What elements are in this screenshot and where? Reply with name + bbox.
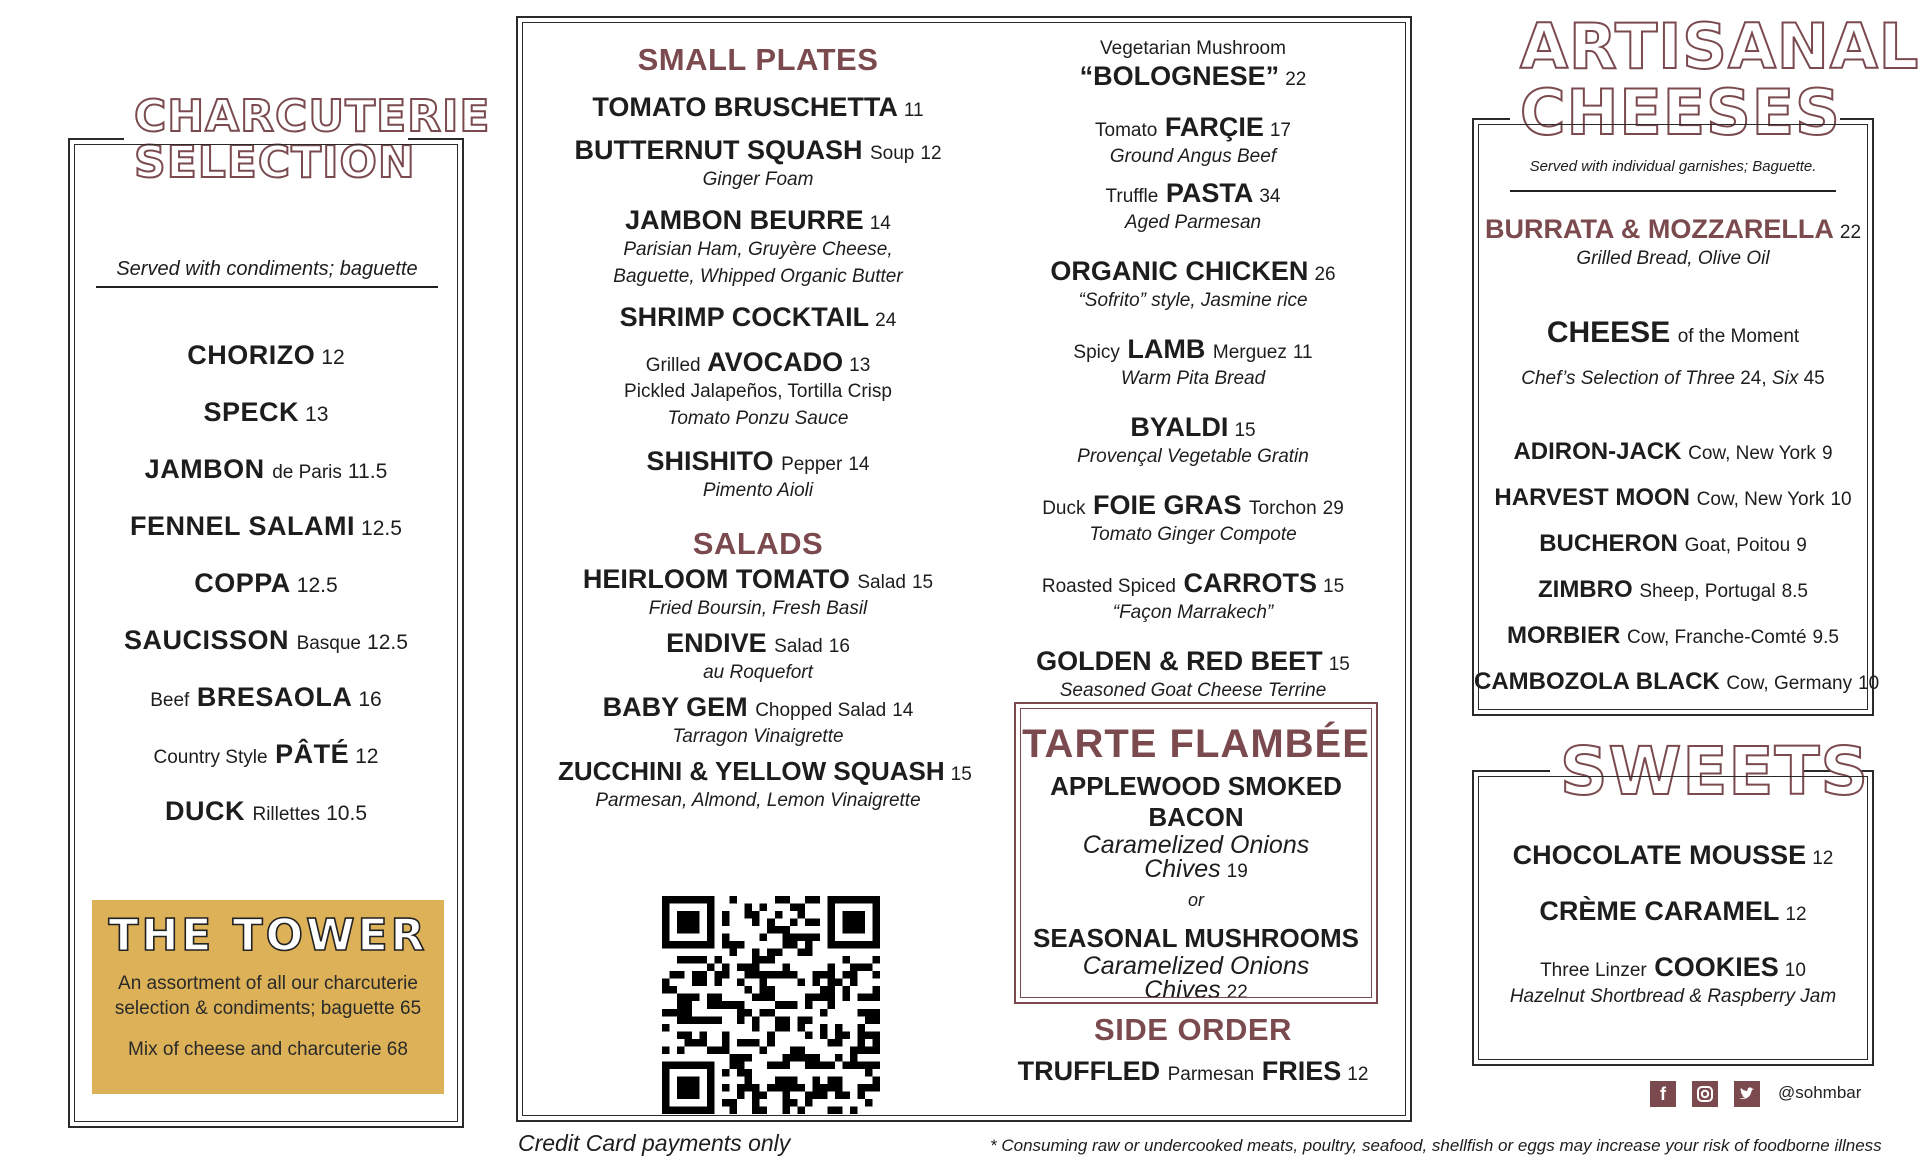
item-price: 12.5 bbox=[367, 631, 408, 654]
item-price: 22 bbox=[1285, 69, 1307, 90]
cheese-list bbox=[1474, 438, 1880, 714]
item-price: 9.5 bbox=[1812, 627, 1839, 648]
menu-item bbox=[558, 446, 958, 504]
list-item bbox=[1474, 840, 1872, 896]
item-prefix: Truffle bbox=[1105, 186, 1159, 207]
item-name: HEIRLOOM TOMATO bbox=[582, 564, 850, 594]
item-price: 15 bbox=[1234, 420, 1256, 441]
side-order-heading: SIDE ORDER bbox=[1094, 1012, 1292, 1047]
menu-item bbox=[558, 302, 958, 333]
item-price: 16 bbox=[358, 688, 382, 711]
item-price: 13 bbox=[305, 403, 329, 426]
list-item bbox=[70, 796, 462, 853]
list-item bbox=[1474, 484, 1872, 530]
tarte-option-desc-2 bbox=[1016, 857, 1376, 884]
item-suffix: Pepper bbox=[781, 454, 843, 475]
tarte-option-desc: Caramelized Onions bbox=[1082, 952, 1310, 980]
item-name: FARÇIE bbox=[1164, 112, 1264, 142]
item-description: Provençal Vegetable Gratin bbox=[1077, 446, 1309, 467]
item-suffix: de Paris bbox=[272, 462, 342, 483]
item-price: 15 bbox=[1328, 654, 1350, 675]
item-description: Tomato Ginger Compote bbox=[1089, 524, 1297, 545]
mains-column bbox=[988, 30, 1398, 704]
menu-item bbox=[558, 628, 958, 686]
item-name: LAMB bbox=[1127, 334, 1206, 364]
item-origin: Goat, Poitou bbox=[1684, 535, 1791, 556]
cheeses-title bbox=[1510, 10, 1920, 149]
facebook-icon[interactable]: f bbox=[1650, 1081, 1676, 1107]
charcuterie-list bbox=[70, 340, 462, 853]
item-prefix: Spicy bbox=[1073, 342, 1120, 363]
charcuterie-subtitle: Served with condiments; baguette bbox=[116, 258, 418, 280]
desc-price: 45 bbox=[1803, 368, 1825, 389]
side-order bbox=[988, 1012, 1398, 1087]
item-name: AVOCADO bbox=[707, 347, 844, 377]
item-name: CRÈME CARAMEL bbox=[1539, 896, 1780, 926]
list-item bbox=[1474, 952, 1872, 1010]
item-price: 16 bbox=[828, 636, 850, 657]
cheese-of-moment bbox=[1474, 316, 1872, 350]
item-origin: Cow, Germany bbox=[1726, 673, 1853, 694]
item-price: 10 bbox=[1830, 489, 1852, 510]
tarte-heading: TARTE FLAMBÉE bbox=[1022, 722, 1370, 766]
item-prefix: Grilled bbox=[645, 355, 701, 376]
item-price: 13 bbox=[849, 355, 871, 376]
item-description: Ground Angus Beef bbox=[1109, 146, 1277, 167]
item-prefix: Vegetarian Mushroom bbox=[1100, 38, 1286, 59]
list-item bbox=[1474, 622, 1872, 668]
item-origin: Cow, New York bbox=[1688, 443, 1816, 464]
item-name: JAMBON BEURRE bbox=[625, 205, 864, 235]
desc-text: Chef’s Selection of Three bbox=[1521, 368, 1735, 389]
list-item bbox=[70, 340, 462, 397]
item-description: Hazelnut Shortbread & Raspberry Jam bbox=[1509, 986, 1837, 1007]
item-description: Fried Boursin, Fresh Basil bbox=[648, 598, 868, 619]
item-price: 14 bbox=[848, 454, 870, 475]
item-description: Warm Pita Bread bbox=[1120, 368, 1266, 389]
item-name: ORGANIC CHICKEN bbox=[1050, 256, 1309, 286]
item-price: 34 bbox=[1259, 186, 1281, 207]
item-price: 12 bbox=[1347, 1064, 1369, 1085]
menu-item bbox=[988, 490, 1398, 548]
item-description: Pimento Aioli bbox=[702, 480, 814, 501]
item-description: Baguette, Whipped Organic Butter bbox=[613, 266, 903, 287]
menu-item bbox=[988, 568, 1398, 626]
item-description: Parmesan, Almond, Lemon Vinaigrette bbox=[595, 790, 921, 811]
small-plates-column bbox=[558, 42, 972, 814]
list-item bbox=[1474, 668, 1880, 714]
item-price: 29 bbox=[1322, 498, 1344, 519]
item-origin: Cow, Franche-Comté bbox=[1627, 627, 1807, 648]
menu-item bbox=[558, 205, 958, 290]
foodborne-warning: * Consuming raw or undercooked meats, poultry, seafood, shellfish or eggs may increase your risk of foodborne illness bbox=[990, 1136, 1882, 1155]
item-description: Tarragon Vinaigrette bbox=[672, 726, 844, 747]
item-description: Aged Parmesan bbox=[1124, 212, 1262, 233]
item-suffix: Merguez bbox=[1212, 342, 1287, 363]
cheeses-title-line2: CHEESES bbox=[1520, 76, 1841, 149]
item-name: ZIMBRO bbox=[1537, 576, 1633, 603]
item-description: Tomato Ponzu Sauce bbox=[667, 408, 849, 429]
menu-item bbox=[988, 30, 1398, 92]
item-name: “BOLOGNESE” bbox=[1079, 61, 1280, 91]
tower-desc-line1: An assortment of all our charcuterie bbox=[118, 973, 418, 994]
tarte-flambee-box bbox=[1014, 702, 1378, 1004]
item-price: 12 bbox=[355, 745, 379, 768]
cheeses-subtitle: Served with individual garnishes; Baguette. bbox=[1529, 158, 1817, 175]
item-name: COOKIES bbox=[1654, 952, 1779, 982]
item-name: SHISHITO bbox=[646, 446, 774, 476]
item-name: CHORIZO bbox=[187, 340, 316, 370]
sweets-list bbox=[1474, 840, 1872, 1010]
item-name: PÂTÉ bbox=[275, 739, 350, 769]
social-handle[interactable]: @sohmbar bbox=[1778, 1083, 1862, 1102]
item-name: CHEESE bbox=[1546, 316, 1671, 349]
tarte-or: or bbox=[1187, 890, 1204, 910]
item-price: 10.5 bbox=[326, 802, 368, 825]
item-price: 12 bbox=[321, 346, 345, 369]
desc-text: Six bbox=[1771, 368, 1799, 389]
item-price: 15 bbox=[1323, 576, 1345, 597]
item-name: BRESAOLA bbox=[196, 682, 353, 712]
tarte-option bbox=[1016, 771, 1376, 884]
item-name: SAUCISSON bbox=[124, 625, 290, 655]
item-prefix: Beef bbox=[150, 690, 190, 711]
tarte-option bbox=[1016, 923, 1376, 1005]
item-name: PASTA bbox=[1165, 178, 1254, 208]
item-suffix: Chopped Salad bbox=[755, 700, 887, 721]
item-price: 15 bbox=[911, 572, 934, 593]
item-name: SPECK bbox=[203, 397, 300, 427]
item-price: 14 bbox=[869, 213, 891, 234]
menu-item bbox=[558, 756, 972, 814]
item-description: “Sofrito” style, Jasmine rice bbox=[1078, 290, 1308, 311]
menu-item bbox=[988, 412, 1398, 470]
item-description: “Façon Marrakech” bbox=[1112, 602, 1274, 623]
item-name: CAMBOZOLA BLACK bbox=[1474, 668, 1720, 695]
charcuterie-title bbox=[124, 91, 491, 188]
qr-code[interactable] bbox=[662, 896, 880, 1114]
tarte-option-desc-line2: Chives bbox=[1144, 976, 1221, 1004]
tarte-option-name: SEASONAL MUSHROOMS bbox=[1033, 923, 1359, 953]
item-price: 10 bbox=[1858, 673, 1880, 694]
cheese-moment-desc bbox=[1474, 368, 1872, 390]
menu-item bbox=[988, 178, 1398, 236]
item-prefix: Duck bbox=[1042, 498, 1086, 519]
menu-item bbox=[558, 347, 958, 432]
item-price: 17 bbox=[1269, 120, 1291, 141]
list-item bbox=[1474, 576, 1872, 622]
burrata-item bbox=[1474, 214, 1872, 272]
item-name: HARVEST MOON bbox=[1494, 484, 1690, 511]
list-item bbox=[70, 397, 462, 454]
list-item bbox=[70, 568, 462, 625]
item-suffix: Soup bbox=[870, 143, 915, 164]
item-price: 22 bbox=[1839, 222, 1862, 243]
item-suffix: Salad bbox=[774, 636, 823, 657]
tarte-option-desc: Caramelized Onions bbox=[1082, 831, 1310, 859]
menu-item bbox=[988, 646, 1398, 704]
item-prefix: Three Linzer bbox=[1540, 960, 1647, 981]
menu-item bbox=[558, 92, 958, 123]
item-price: 14 bbox=[892, 700, 914, 721]
twitter-icon[interactable] bbox=[1734, 1081, 1760, 1107]
item-name: SHRIMP COCKTAIL bbox=[619, 302, 870, 332]
item-description: Seasoned Goat Cheese Terrine bbox=[1059, 680, 1327, 701]
tarte-option-price: 22 bbox=[1226, 982, 1248, 1003]
small-plates-heading: SMALL PLATES bbox=[637, 42, 879, 77]
sweets-title: SWEETS bbox=[1550, 736, 1800, 808]
instagram-icon[interactable] bbox=[1692, 1081, 1718, 1107]
item-description: Grilled Bread, Olive Oil bbox=[1576, 248, 1770, 269]
item-suffix: of the Moment bbox=[1677, 326, 1800, 347]
item-name: BURRATA & MOZZARELLA bbox=[1484, 214, 1834, 244]
item-name: COPPA bbox=[194, 568, 291, 598]
item-origin: Cow, New York bbox=[1696, 489, 1825, 510]
item-name: FRIES bbox=[1261, 1056, 1342, 1086]
item-name: BUCHERON bbox=[1539, 530, 1678, 557]
tower-mix: Mix of cheese and charcuterie 68 bbox=[128, 1039, 408, 1060]
item-name: FENNEL SALAMI bbox=[130, 511, 356, 541]
item-description: Pickled Jalapeños, Tortilla Crisp bbox=[624, 381, 892, 402]
sweets-panel bbox=[1472, 733, 1874, 1066]
item-price: 24 bbox=[875, 310, 897, 331]
item-description: Ginger Foam bbox=[702, 169, 814, 190]
tower-title: THE TOWER bbox=[108, 910, 428, 961]
item-suffix: Salad bbox=[857, 572, 906, 593]
item-price: 11 bbox=[903, 100, 924, 121]
item-price: 10 bbox=[1784, 960, 1806, 981]
item-name: JAMBON bbox=[144, 454, 265, 484]
item-description: Parisian Ham, Gruyère Cheese, bbox=[623, 239, 893, 260]
item-name: BUTTERNUT SQUASH bbox=[574, 135, 863, 165]
item-name: BABY GEM bbox=[602, 692, 748, 722]
charcuterie-title-line2: SELECTION bbox=[134, 137, 416, 188]
menu-item bbox=[988, 1056, 1398, 1087]
list-item bbox=[70, 625, 462, 682]
item-prefix: Tomato bbox=[1095, 120, 1158, 141]
item-price: 8.5 bbox=[1781, 581, 1808, 602]
tarte-option-desc-2 bbox=[1016, 978, 1376, 1005]
list-item bbox=[70, 454, 462, 511]
menu-item bbox=[558, 135, 958, 193]
tower-description bbox=[92, 971, 444, 1021]
item-price: 12 bbox=[1812, 848, 1834, 869]
menu-item bbox=[988, 256, 1398, 314]
item-name: CARROTS bbox=[1183, 568, 1318, 598]
item-origin: Sheep, Portugal bbox=[1639, 581, 1776, 602]
list-item bbox=[70, 682, 462, 739]
list-item bbox=[1474, 530, 1872, 576]
tarte-option-price: 19 bbox=[1226, 861, 1248, 882]
main-menu-panel bbox=[516, 16, 1412, 1122]
item-price: 12 bbox=[920, 143, 942, 164]
item-price: 9 bbox=[1821, 443, 1833, 464]
tower-desc-line2: selection & condiments; baguette 65 bbox=[114, 998, 422, 1019]
item-price: 15 bbox=[950, 764, 972, 785]
cheeses-divider bbox=[1510, 190, 1836, 192]
item-prefix: Roasted Spiced bbox=[1041, 576, 1176, 597]
item-price: 12.5 bbox=[361, 517, 402, 540]
menu-item bbox=[558, 692, 958, 750]
menu-item bbox=[558, 564, 958, 622]
item-name: GOLDEN & RED BEET bbox=[1036, 646, 1323, 676]
item-suffix: Torchon bbox=[1249, 498, 1317, 519]
item-name: DUCK bbox=[164, 796, 245, 826]
charcuterie-divider bbox=[96, 286, 438, 288]
item-price: 9 bbox=[1796, 535, 1807, 556]
item-suffix: Basque bbox=[296, 633, 362, 654]
item-price: 11 bbox=[1292, 342, 1313, 363]
item-name: ZUCCHINI & YELLOW SQUASH bbox=[558, 756, 945, 786]
list-item bbox=[1474, 896, 1872, 952]
list-item bbox=[1474, 438, 1872, 484]
item-name: BYALDI bbox=[1130, 412, 1229, 442]
tarte-option-name: APPLEWOOD SMOKED BACON bbox=[1050, 771, 1342, 832]
desc-price: 24, bbox=[1740, 368, 1767, 389]
item-middle: Parmesan bbox=[1167, 1064, 1255, 1085]
item-price: 11.5 bbox=[347, 460, 388, 483]
item-name: TOMATO BRUSCHETTA bbox=[592, 92, 898, 122]
menu-item bbox=[988, 334, 1398, 392]
item-price: 12 bbox=[1785, 904, 1807, 925]
item-name: ENDIVE bbox=[666, 628, 767, 658]
list-item bbox=[70, 511, 462, 568]
salads-heading: SALADS bbox=[692, 526, 824, 561]
item-price: 12.5 bbox=[296, 574, 338, 597]
tower-box bbox=[92, 900, 444, 1094]
charcuterie-title-line1: CHARCUTERIE bbox=[134, 91, 491, 142]
payment-note: Credit Card payments only bbox=[518, 1130, 791, 1156]
item-name: FOIE GRAS bbox=[1093, 490, 1242, 520]
item-name: TRUFFLED bbox=[1017, 1056, 1161, 1086]
tarte-option-desc-line2: Chives bbox=[1144, 855, 1221, 883]
item-price: 26 bbox=[1314, 264, 1336, 285]
item-name: ADIRON-JACK bbox=[1513, 438, 1682, 465]
item-name: MORBIER bbox=[1507, 622, 1621, 649]
charcuterie-panel bbox=[68, 91, 491, 1128]
item-description: au Roquefort bbox=[703, 662, 813, 683]
menu-item bbox=[988, 112, 1398, 170]
cheeses-panel bbox=[1472, 10, 1920, 716]
list-item bbox=[70, 739, 462, 796]
cheeses-title-line1: ARTISANAL bbox=[1520, 10, 1920, 83]
item-suffix: Rillettes bbox=[252, 804, 321, 825]
item-name: CHOCOLATE MOUSSE bbox=[1512, 840, 1807, 870]
item-prefix: Country Style bbox=[153, 747, 268, 768]
